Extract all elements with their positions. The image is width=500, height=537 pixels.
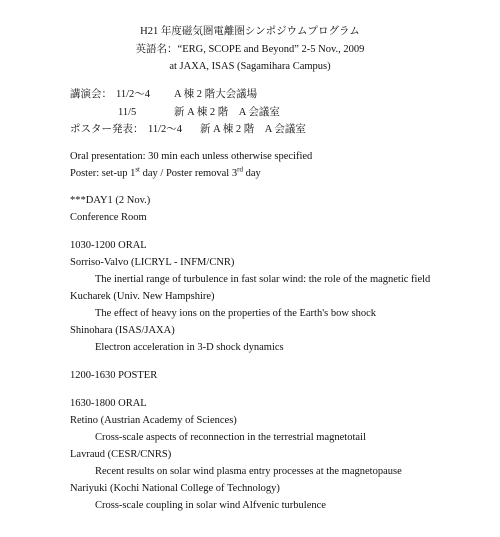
talk-speaker: Retino (Austrian Academy of Sciences) [70, 415, 237, 426]
venue-place: 新 A 棟 2 階 A 会議室 [174, 107, 280, 118]
venue-subtitle: at JAXA, ISAS (Sagamihara Campus) [169, 61, 331, 72]
day-heading: ***DAY1 (2 Nov.) [70, 195, 151, 206]
oral-note: Oral presentation: 30 min each unless otherwise specified [70, 151, 313, 162]
talk-title: Electron acceleration in 3-D shock dynamics [95, 342, 284, 353]
document-title: H21 年度磁気圏電離圏シンポジウムプログラム [140, 26, 360, 37]
venue-date: 11/5 [118, 107, 137, 118]
venue-row [70, 123, 306, 136]
talk-speaker: Kucharek (Univ. New Hampshire) [70, 291, 215, 302]
talk-speaker: Nariyuki (Kochi National College of Technology) [70, 483, 280, 494]
venue-label: ポスター発表： [70, 124, 144, 135]
talk-speaker: Shinohara (ISAS/JAXA) [70, 325, 175, 336]
venue-date: 11/2～4 [116, 89, 151, 100]
session-heading: 1630-1800 ORAL [70, 398, 147, 409]
talk-title: Recent results on solar wind plasma entry processes at the magnetopause [95, 466, 402, 477]
venue-label: 講演会： [70, 89, 112, 100]
session-heading: 1030-1200 ORAL [70, 240, 147, 251]
english-title: 英語名：“ERG, SCOPE and Beyond” 2-5 Nov., 2009 [135, 44, 365, 55]
talk-speaker: Sorriso-Valvo (LICRYL - INFM/CNR) [70, 257, 235, 268]
venue-place: 新 A 棟 2 階 A 会議室 [200, 124, 306, 135]
talk-title: Cross-scale coupling in solar wind Alfvenic turbulence [95, 500, 326, 511]
poster-note: Poster: set-up 1st day / Poster removal 3rd day [70, 165, 261, 179]
room-name: Conference Room [70, 212, 147, 223]
venue-row [70, 88, 258, 101]
talk-speaker: Lavraud (CESR/CNRS) [70, 449, 172, 460]
venue-date: 11/2～4 [148, 124, 183, 135]
talk-title: Cross-scale aspects of reconnection in the terrestrial magnetotail [95, 432, 366, 443]
venue-place: A 棟 2 階大会議場 [174, 89, 258, 100]
talk-title: The effect of heavy ions on the properties of the Earth's bow shock [95, 308, 377, 319]
session-heading: 1200-1630 POSTER [70, 370, 158, 381]
talk-title: The inertial range of turbulence in fast solar wind: the role of the magnetic field [95, 274, 431, 285]
